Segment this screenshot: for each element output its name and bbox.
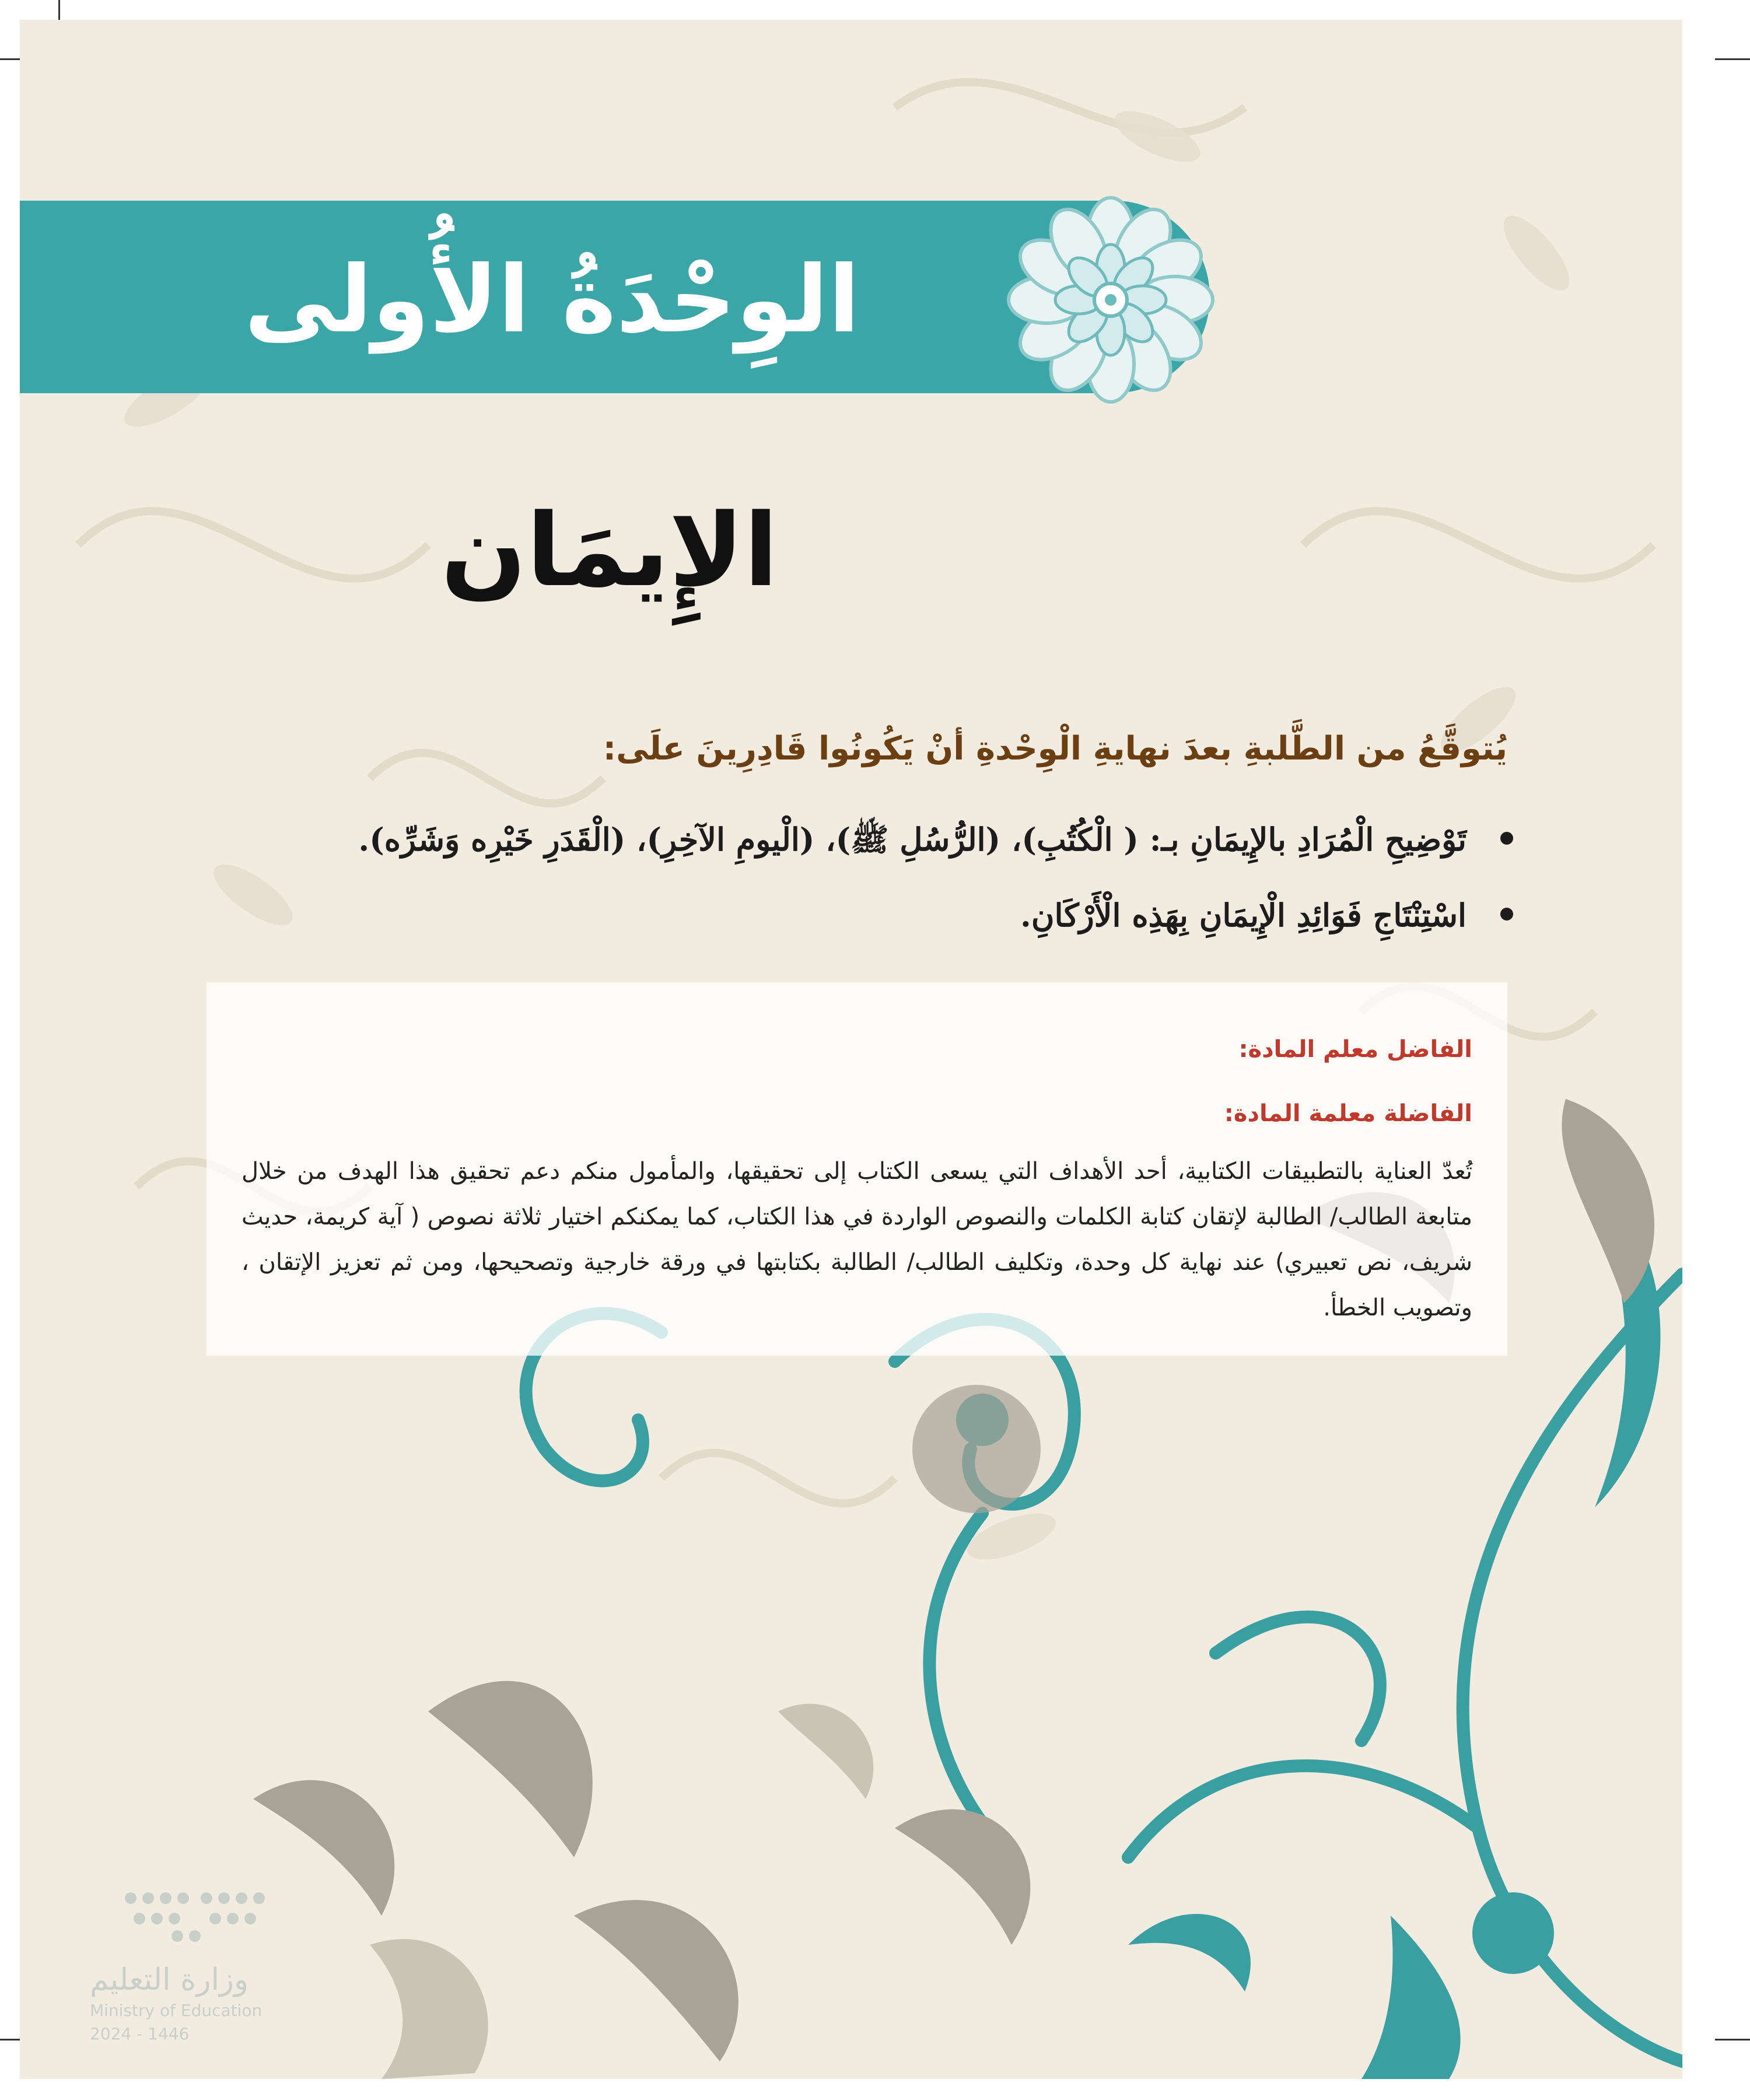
objectives-heading: يُتوقَّعُ من الطَّلبةِ بعدَ نهايةِ الْوِحْدةِ أنْ يَكُونُوا قَادِرِينَ علَى: [603,730,1507,768]
lesson-title: الإِيمَان [440,492,778,609]
teacher-note-body: تُعدّ العناية بالتطبيقات الكتابية، أحد الأهداف التي يسعى الكتاب إلى تحقيقها، والمأمول منكم دعم تحقيق هذا الهدف من خلال متابعة الطالب/ الطالبة لإتقان كتابة الكلمات والنصوص الواردة في هذا الكتاب، كما يمكنكم اختيار ثلاثة نصوص ( آية كريمة، حديث شريف، نص تعبيري) عند نهاية كل وحدة، وتكليف الطالب/ الطالبة بكتابتها في ورقة خارجية وتصحيحها، ومن ثم تعزيز الإتقان ، وتصويب الخطأ. [242,1158,1472,1321]
crop-mark-top-right-h [1715,58,1750,60]
unit-title: الوِحْدَةُ الأُولى [244,246,860,354]
list-item [358,802,1513,877]
geometric-rosette-icon [1006,195,1216,405]
female-teacher-label: الفاضلة معلمة المادة: [1224,1100,1472,1127]
teacher-note-panel [206,982,1507,1356]
objectives-list [358,802,1513,953]
crop-mark-bottom-right-h [1715,2039,1750,2041]
bullet-dot-icon [1500,832,1513,845]
logo-name-ar: وزارة التعليم [90,1962,249,1997]
bullet-dot-icon [1500,908,1513,921]
list-item [487,877,1513,953]
textbook-page [20,20,1682,2079]
logo-dots-icon [107,1875,282,1957]
logo-name-en: Ministry of Education [90,2001,262,2020]
male-teacher-label: الفاضل معلم المادة: [1238,1036,1472,1063]
ministry-of-education-logo [90,1875,300,2062]
objective-text: تَوْضِيحِ الْمُرَادِ بالإِيمَانِ بـ: ( الْكُتُبِ)، (الرُّسُلِ ﷺ)، (الْيومِ الآخِرِ)، (الْقَدَرِ خَيْرِه وَشَرِّه). [358,821,1466,858]
objective-text: اسْتِنْتَاجِ فَوَائِدِ الْإِيمَانِ بِهَذِه الْأَرْكَانِ. [1020,897,1466,934]
logo-year: 2024 - 1446 [90,2024,190,2043]
